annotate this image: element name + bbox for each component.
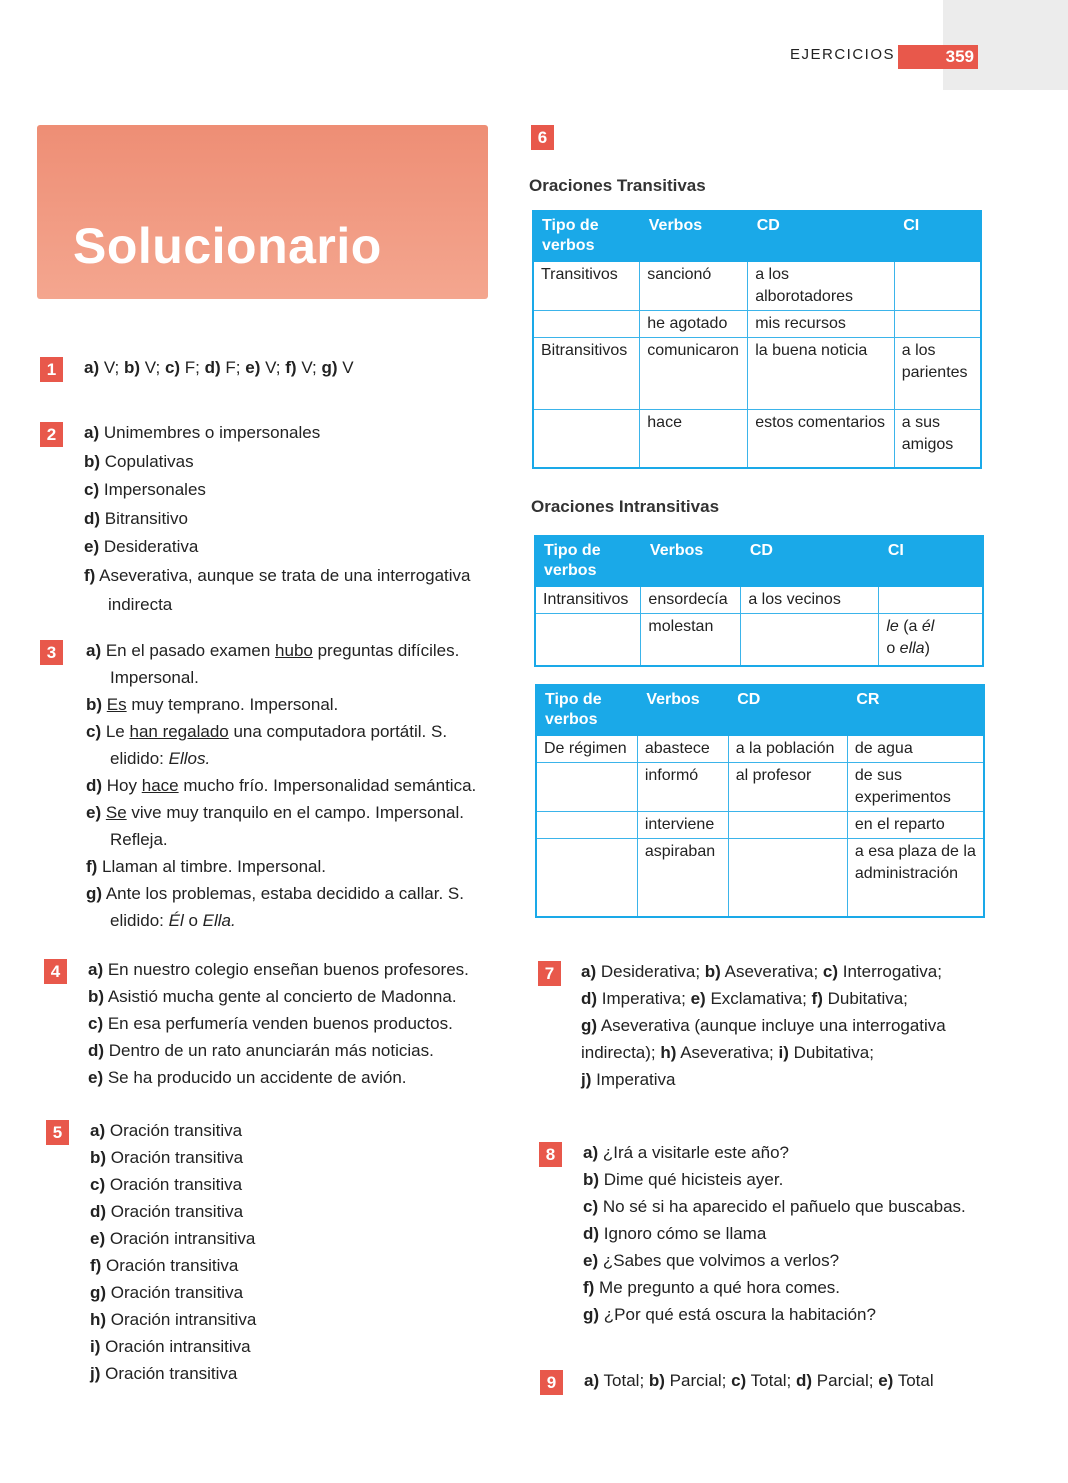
ex8-item: c) No sé si ha aparecido el pañuelo que buscabas. bbox=[583, 1197, 966, 1216]
header-cd: CD bbox=[748, 211, 895, 261]
table-cell bbox=[536, 763, 637, 812]
regimen-table bbox=[535, 684, 985, 918]
ex4-item: e) Se ha producido un accidente de avión. bbox=[88, 1068, 407, 1087]
ex3-item-f: f) Llaman al timbre. Impersonal. bbox=[86, 857, 326, 876]
ex2-item: c) Impersonales bbox=[84, 480, 206, 500]
ex2-item: b) Copulativas bbox=[84, 451, 194, 471]
exercise-number-3: 3 bbox=[40, 640, 63, 665]
table-cell: ensordecía bbox=[641, 586, 741, 614]
table-cell: a sus amigos bbox=[894, 410, 981, 468]
table-cell: la buena noticia bbox=[748, 338, 895, 410]
ex7-line: j) Imperativa bbox=[581, 1070, 676, 1089]
table-cell: estos comentarios bbox=[748, 410, 895, 468]
ex8-item: d) Ignoro cómo se llama bbox=[583, 1224, 767, 1243]
ex5-item: a) Oración transitiva bbox=[90, 1121, 243, 1140]
transitive-table bbox=[532, 210, 982, 469]
ex4-item: a) En nuestro colegio enseñan buenos profesores. bbox=[88, 960, 469, 979]
table-cell: Intransitivos bbox=[535, 586, 641, 614]
table-cell bbox=[535, 614, 641, 666]
running-head: EJERCICIOS bbox=[790, 46, 896, 63]
ex8-item: b) Dime qué hicisteis ayer. bbox=[583, 1170, 784, 1189]
header-verbos: Verbos bbox=[641, 536, 741, 586]
exercise-number-1: 1 bbox=[40, 357, 63, 382]
ex5-item: c) Oración transitiva bbox=[90, 1175, 243, 1194]
exercise-9-answers bbox=[584, 1367, 934, 1394]
table-cell: hace bbox=[640, 410, 748, 468]
table-cell: a los parientes bbox=[894, 338, 981, 410]
table-cell: sancionó bbox=[640, 261, 748, 311]
ex5-item: j) Oración transitiva bbox=[90, 1364, 238, 1383]
exercise-5-answers bbox=[90, 1117, 256, 1387]
ex8-item: e) ¿Sabes que volvimos a verlos? bbox=[583, 1251, 840, 1270]
ex2-item: e) Desiderativa bbox=[84, 537, 199, 557]
ex8-item: g) ¿Por qué está oscura la habitación? bbox=[583, 1305, 876, 1324]
table-cell bbox=[728, 839, 847, 917]
ex7-line: indirecta); h) Aseverativa; i) Dubitativa; bbox=[581, 1043, 874, 1062]
table-cell-ci-le: le (a él o ella) bbox=[879, 614, 983, 666]
table-cell bbox=[536, 839, 637, 917]
ex7-line: d) Imperativa; e) Exclamativa; f) Dubitativa; bbox=[581, 989, 908, 1008]
banner-title: Solucionario bbox=[73, 218, 382, 274]
table-cell: a los alborotadores bbox=[748, 261, 895, 311]
exercise-number-8: 8 bbox=[539, 1142, 562, 1167]
exercise-number-2: 2 bbox=[40, 422, 63, 447]
ex5-item: d) Oración transitiva bbox=[90, 1202, 244, 1221]
ex3-item-e: e) Se vive muy tranquilo en el campo. Impersonal. bbox=[86, 803, 464, 822]
header-cd: CD bbox=[728, 685, 847, 735]
ex3-item-g: g) Ante los problemas, estaba decidido a callar. S. bbox=[86, 884, 464, 903]
ex2-item: indirecta bbox=[108, 594, 173, 614]
header-verbos: Verbos bbox=[637, 685, 728, 735]
ex7-line: a) Desiderativa; b) Aseverativa; c) Interrogativa; bbox=[581, 962, 942, 981]
exercise-number-7: 7 bbox=[538, 961, 561, 986]
ex8-item: f) Me pregunto a qué hora comes. bbox=[583, 1278, 841, 1297]
ex2-item: a) Unimembres o impersonales bbox=[84, 423, 321, 442]
table-cell: comunicaron bbox=[640, 338, 748, 410]
header-cr: CR bbox=[847, 685, 984, 735]
table-cell: informó bbox=[637, 763, 728, 812]
table-cell bbox=[894, 311, 981, 338]
solucionario-banner bbox=[37, 125, 488, 299]
ex3-item-a: a) En el pasado examen hubo preguntas difíciles. bbox=[86, 641, 460, 660]
header-tipo: Tipo de verbos bbox=[535, 536, 641, 586]
intransitive-section-title: Oraciones Intransitivas bbox=[531, 497, 720, 516]
table-cell: de agua bbox=[847, 735, 984, 763]
exercise-3-answers bbox=[86, 637, 476, 934]
ex5-item: h) Oración intransitiva bbox=[90, 1310, 257, 1329]
table-cell: De régimen bbox=[536, 735, 637, 763]
table-cell bbox=[879, 586, 983, 614]
table-cell: a los vecinos bbox=[741, 586, 879, 614]
table-cell: he agotado bbox=[640, 311, 748, 338]
ex3-item-c: c) Le han regalado una computadora portátil. S. bbox=[86, 722, 448, 741]
table-cell bbox=[533, 311, 640, 338]
exercise-number-4: 4 bbox=[44, 959, 67, 984]
exercise-1-line: a) V; b) V; c) F; d) F; e) V; f) V; g) V bbox=[84, 358, 354, 377]
ex9-line: a) Total; b) Parcial; c) Total; d) Parcial; e) Total bbox=[584, 1371, 934, 1390]
table-cell: Transitivos bbox=[533, 261, 640, 311]
table-cell bbox=[894, 261, 981, 311]
ex5-item: b) Oración transitiva bbox=[90, 1148, 244, 1167]
table-cell: a la población bbox=[728, 735, 847, 763]
intransitive-table bbox=[534, 535, 984, 667]
ex3-item-e-cont: Refleja. bbox=[110, 830, 168, 849]
ex2-item: d) Bitransitivo bbox=[84, 508, 188, 528]
exercise-number-6: 6 bbox=[531, 125, 554, 150]
ex5-item: f) Oración transitiva bbox=[90, 1256, 239, 1275]
table-cell bbox=[536, 812, 637, 839]
table-cell bbox=[741, 614, 879, 666]
exercise-8-answers bbox=[583, 1139, 966, 1328]
ex3-item-c-cont: elidido: Ellos. bbox=[110, 749, 211, 768]
header-tipo: Tipo de verbos bbox=[533, 211, 640, 261]
table-cell: al profesor bbox=[728, 763, 847, 812]
ex3-item-d: d) Hoy hace mucho frío. Impersonalidad semántica. bbox=[86, 776, 477, 795]
ex8-item: a) ¿Irá a visitarle este año? bbox=[583, 1143, 789, 1162]
ex2-item: f) Aseverativa, aunque se trata de una interrogativa bbox=[84, 565, 471, 585]
table-cell: mis recursos bbox=[748, 311, 895, 338]
table-cell bbox=[533, 410, 640, 468]
ex7-line: g) Aseverativa (aunque incluye una interrogativa bbox=[581, 1016, 946, 1035]
table-cell: Bitransitivos bbox=[533, 338, 640, 410]
exercise-number-5: 5 bbox=[46, 1120, 69, 1145]
exercise-4-answers bbox=[88, 956, 469, 1091]
ex3-item-g-cont: elidido: Él o Ella. bbox=[110, 911, 236, 930]
exercise-1-answers bbox=[84, 354, 354, 381]
ex5-item: i) Oración intransitiva bbox=[90, 1337, 251, 1356]
table-cell bbox=[728, 812, 847, 839]
table-cell: molestan bbox=[641, 614, 741, 666]
header-tipo: Tipo de verbos bbox=[536, 685, 637, 735]
table-cell: de sus experimentos bbox=[847, 763, 984, 812]
header-ci: CI bbox=[894, 211, 981, 261]
ex4-item: d) Dentro de un rato anunciarán más noticias. bbox=[88, 1041, 434, 1060]
table-cell: aspiraban bbox=[637, 839, 728, 917]
header-ci: CI bbox=[879, 536, 983, 586]
exercise-2-answers bbox=[84, 419, 471, 619]
ex3-item-b: b) Es muy temprano. Impersonal. bbox=[86, 695, 339, 714]
transitive-section-title: Oraciones Transitivas bbox=[529, 176, 706, 195]
exercise-number-9: 9 bbox=[540, 1370, 563, 1395]
page-number: 359 bbox=[898, 45, 978, 69]
table-cell: a esa plaza de la administración bbox=[847, 839, 984, 917]
header-verbos: Verbos bbox=[640, 211, 748, 261]
ex5-item: e) Oración intransitiva bbox=[90, 1229, 256, 1248]
exercise-7-answers bbox=[581, 958, 946, 1093]
ex3-item-a-cont: Impersonal. bbox=[110, 668, 199, 687]
ex4-item: c) En esa perfumería venden buenos productos. bbox=[88, 1014, 453, 1033]
header-cd: CD bbox=[741, 536, 879, 586]
ex5-item: g) Oración transitiva bbox=[90, 1283, 244, 1302]
ex4-item: b) Asistió mucha gente al concierto de Madonna. bbox=[88, 987, 457, 1006]
table-cell: interviene bbox=[637, 812, 728, 839]
table-cell: en el reparto bbox=[847, 812, 984, 839]
table-cell: abastece bbox=[637, 735, 728, 763]
